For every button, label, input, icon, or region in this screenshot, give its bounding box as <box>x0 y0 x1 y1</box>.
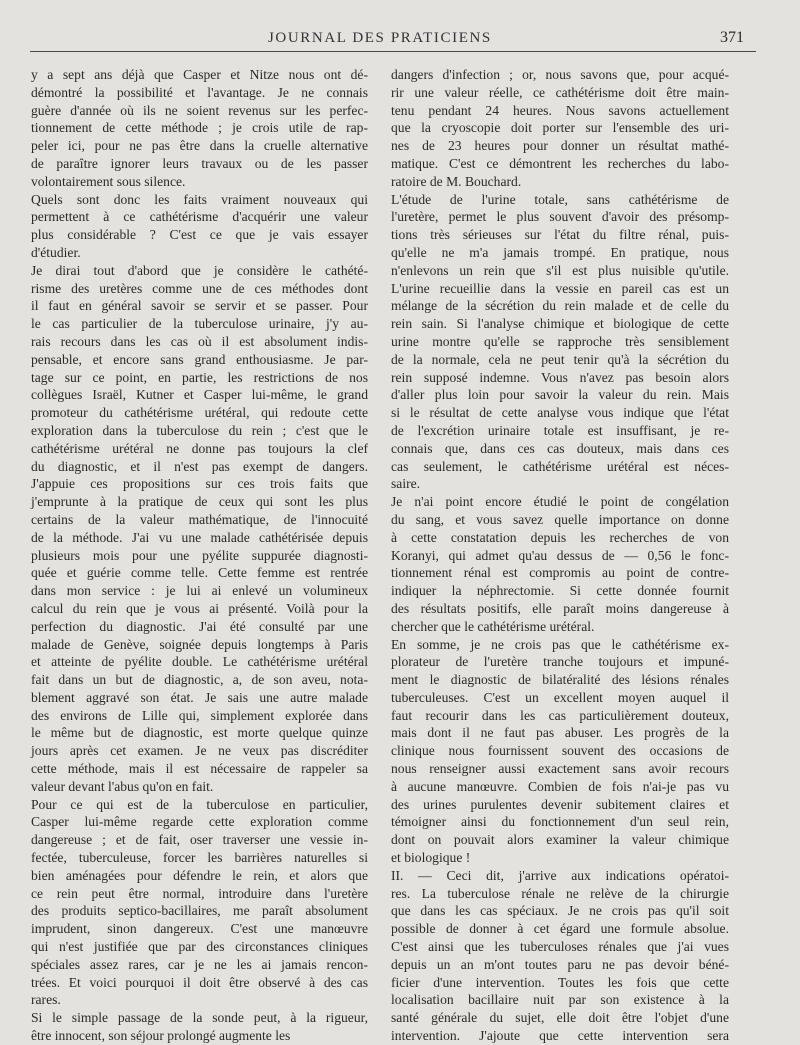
text-line: dangereuse ; et de fait, oser traverser une vessie in- <box>31 832 368 848</box>
text-line: plorateur de l'uretère tranche toujours et impuné- <box>391 654 729 670</box>
text-line: témoigner ainsi du fonctionnement d'un seul rein, <box>391 814 729 830</box>
text-line: certains de la valeur mathématique, de l'innocuité <box>31 511 368 527</box>
text-line: qu'elle ne m'a jamais trompé. En pratique, nous <box>391 244 729 260</box>
text-line: nous renseigner aussi exactement sans avoir recours <box>391 761 729 777</box>
text-line: rein supposé indemne. Vous n'avez pas besoin alors <box>391 369 729 385</box>
text-line: plusieurs mois pour une pyélite suppurée diagnosti- <box>31 547 368 563</box>
text-line: tionnement de cette méthode ; je crois utile de rap- <box>31 120 368 136</box>
text-line: d'étudier. <box>31 244 81 260</box>
text-line: matique. C'est ce démontrent les recherches du labo- <box>391 155 729 171</box>
text-line: Pour ce qui est de la tuberculose en particulier, <box>31 796 368 812</box>
text-line: guère d'année où ils ne soient revenus sur les perfec- <box>31 102 368 118</box>
text-line: tionnement rénal est compromis au point de contre- <box>391 565 729 581</box>
text-line: y a sept ans déjà que Casper et Nitze nous ont dé- <box>31 67 368 82</box>
text-line: malade de Genève, soignée depuis longtemps à Paris <box>31 636 368 652</box>
text-line: à cette constatation depuis les recherches de von <box>391 529 729 545</box>
text-line: fait dans un but de diagnostic, a, de son aveu, nota- <box>31 672 368 688</box>
text-line: Je dirai tout d'abord que je considère le cathété- <box>31 262 368 278</box>
text-line: que dans les cas spéciaux. Je ne crois pas qu'il soit <box>391 903 729 919</box>
text-line: clinique nous fournissent souvent des occasions de <box>391 743 729 759</box>
text-line: tage sur ce point, en partie, les restrictions de nos <box>31 369 368 385</box>
right-column <box>391 66 729 1045</box>
text-line: II. — Ceci dit, j'arrive aux indications opératoi- <box>391 867 729 883</box>
text-line: le cas particulier de la tuberculose urinaire, j'y au- <box>31 316 368 332</box>
text-line: être innocent, son séjour prolongé augmente les <box>31 1028 291 1044</box>
text-line: Koranyi, qui admet qu'au dessus de — 0,56 le fonc- <box>391 547 729 563</box>
text-line: santé générale du sujet, elle doit être l'objet d'une <box>391 1010 729 1026</box>
text-line: ment le diagnostic de bilatéralité des lésions rénales <box>391 672 729 688</box>
text-line: ficier d'une intervention. Toutes les fois que cette <box>391 974 729 990</box>
text-line: Je n'ai point encore étudié le point de congélation <box>391 494 729 510</box>
text-line: chercher que le cathétérisme urétéral. <box>391 618 595 634</box>
text-line: L'urine recueillie dans la vessie en pareil cas est un <box>391 280 729 296</box>
text-line: nes de 23 heures pour donner un résultat mathé- <box>391 138 729 154</box>
text-line: tions très sérieuses sur l'état du filtre rénal, puis- <box>391 227 729 243</box>
text-line: si le résultat de cette analyse vous indique que l'état <box>391 405 729 421</box>
text-line: trées. Et voici pourquoi il doit être observé à des cas <box>31 974 368 990</box>
text-line: de la normale, cela ne peut tenir qu'à la sécrétion du <box>391 351 729 367</box>
text-line: des environs de Lille qui, simplement explorée dans <box>31 707 368 723</box>
text-line: de paraître ignorer leurs travaux ou de les passer <box>31 155 368 171</box>
text-line: cas seulement, le cathétérisme urétéral est néces- <box>391 458 729 474</box>
text-line: intervention. J'ajoute que cette intervention sera <box>391 1028 729 1044</box>
running-title: JOURNAL DES PRATICIENS <box>268 30 492 46</box>
text-line: urine montre qu'elle se rapproche très sensiblement <box>391 333 729 349</box>
text-line: mélange de la sécrétion du rein malade et de celle du <box>391 298 729 314</box>
text-line: risme des uretères comme une de ces méthodes dont <box>31 280 368 296</box>
text-line: Quels sont donc les faits vraiment nouveaux qui <box>31 191 368 207</box>
page-number: 371 <box>720 29 744 46</box>
text-line: qui n'est justifiée que par des circonstances cliniques <box>31 939 368 955</box>
text-line: des produits septico-bacillaires, me paraît absolument <box>31 903 368 919</box>
header-rule <box>30 51 756 52</box>
text-line: saire. <box>391 476 421 492</box>
text-line: volontairement sous silence. <box>31 173 186 189</box>
text-line: que la cryoscopie doit porter sur l'ensemble des uri- <box>391 120 729 136</box>
text-line: cathétérisme urétéral ne donne pas toujours la clef <box>31 440 368 456</box>
text-line: En somme, je ne crois pas que le cathétérisme ex- <box>391 636 729 652</box>
text-line: l'uretère, permet le plus souvent d'avoir des présomp- <box>391 209 729 225</box>
text-line: des résultats positifs, elle paraît moins dangereuse à <box>391 600 729 616</box>
text-line: possible de donner à cet égard une formule absolue. <box>391 921 729 937</box>
text-line: il faut en général savoir se servir et se passer. Pour <box>31 298 368 314</box>
text-line: des urines purulentes devenir subitement claires et <box>391 796 729 812</box>
text-line: faut recourir dans les cas particulièrement douteux, <box>391 707 729 723</box>
text-line: rein sain. Si l'analyse chimique et biologique de cette <box>391 316 729 332</box>
text-line: j'emprunte à la pratique de ceux qui sont les plus <box>31 494 368 510</box>
text-line: et atteinte de pyélite double. Le cathétérisme urétéral <box>31 654 368 670</box>
text-line: de l'excrétion urinaire totale est insuffisant, je re- <box>391 422 729 438</box>
text-line: dont on pouvait alors examiner la valeur chimique <box>391 832 729 848</box>
text-line: blement aggravé son état. Je sais une autre malade <box>31 689 368 705</box>
text-line: rir une valeur réelle, ce cathétérisme doit être main- <box>391 84 729 100</box>
text-line: collègues Israël, Kutner et Casper lui-même, le grand <box>31 387 368 403</box>
text-line: connais que, dans ces cas douteux, mais dans ces <box>391 440 729 456</box>
text-line: calcul du rein que je vous ai présenté. Voilà pour la <box>31 600 368 616</box>
text-line: indiquer la néphrectomie. Si cette donnée fournit <box>391 583 729 599</box>
text-line: ce rein peut être normal, introduire dans l'uretère <box>31 885 368 901</box>
text-line: le même but de diagnostic, est morte quelque quinze <box>31 725 368 741</box>
text-line: tenu pendant 24 heures. Nous savons actuellement <box>391 102 729 118</box>
text-line: bien aménagées pour défendre le rein, et alors que <box>31 867 368 883</box>
text-line: depuis un an m'ont toutes paru ne pas devoir béné- <box>391 956 729 972</box>
text-line: C'est ainsi que les tuberculoses rénales que j'ai vues <box>391 939 729 955</box>
text-line: ratoire de M. Bouchard. <box>391 173 522 189</box>
text-line: spéciales assez rares, car je ne les ai jamais rencon- <box>31 956 368 972</box>
text-line: d'aller plus loin pour savoir la valeur du rein. Mais <box>391 387 729 403</box>
text-line: n'enlevons un rein que s'il est plus nuisible qu'utile. <box>391 262 729 278</box>
text-line: dangers d'infection ; or, nous savons que, pour acqué- <box>391 67 729 82</box>
text-line: et biologique ! <box>391 850 471 866</box>
text-line: L'étude de l'urine totale, sans cathétérisme de <box>391 191 729 207</box>
text-line: jours après cet examen. Je ne veux pas discréditer <box>31 743 368 759</box>
text-line: quée et guérie comme telle. Cette femme est rentrée <box>31 565 368 581</box>
text-line: du sang, et vous savez quelle importance on donne <box>391 511 729 527</box>
text-line: à aucune manœuvre. Combien de fois n'ai-je pas vu <box>391 778 729 794</box>
text-line: du diagnostic, et il n'est pas exempt de dangers. <box>31 458 368 474</box>
text-line: valeur devant l'abus qu'on en fait. <box>31 778 214 794</box>
text-line: J'appuie ces propositions sur ces trois faits que <box>31 476 368 492</box>
text-line: de la méthode. J'ai vu une malade cathétérisée depuis <box>31 529 368 545</box>
left-column <box>31 66 368 1045</box>
text-line: plus considérable ? C'est ce que je vais essayer <box>31 227 368 243</box>
text-line: permettent à ce cathétérisme d'acquérir une valeur <box>31 209 368 225</box>
text-line: fectée, tuberculeuse, forcer les barrières naturelles si <box>31 850 368 866</box>
text-line: promoteur du cathétérisme urétéral, qui redoute cette <box>31 405 368 421</box>
text-line: localisation bacillaire nuit par son existence à la <box>391 992 729 1008</box>
text-line: tuberculeuses. C'est un excellent moyen auquel il <box>391 689 729 705</box>
text-line: rais recours dans les cas où il est absolument indis- <box>31 333 368 349</box>
text-line: cette méthode, mais il est nécessaire de rappeler sa <box>31 761 368 777</box>
text-line: res. La tuberculose rénale ne relève de la chirurgie <box>391 885 729 901</box>
text-line: Casper lui-même regarde cette exploration comme <box>31 814 368 830</box>
text-line: dans mon service : je lui ai enlevé un volumineux <box>31 583 368 599</box>
text-line: exploration dans la tuberculose du rein ; c'est que le <box>31 422 368 438</box>
text-line: imprudent, sinon dangereux. C'est une manœuvre <box>31 921 368 937</box>
text-line: peler ici, pour ne pas être dans la cruelle alternative <box>31 138 368 154</box>
text-line: pensable, et encore sans grand enthousiasme. Je par- <box>31 351 368 367</box>
text-line: Si le simple passage de la sonde peut, à la rigueur, <box>31 1010 368 1026</box>
text-line: perfection du diagnostic. J'ai été consulté par une <box>31 618 368 634</box>
text-line: démontré la possibilité et l'avantage. Je ne connais <box>31 84 368 100</box>
text-line: mais dont il ne faut pas abuser. Les progrès de la <box>391 725 729 741</box>
text-line: rares. <box>31 992 61 1008</box>
